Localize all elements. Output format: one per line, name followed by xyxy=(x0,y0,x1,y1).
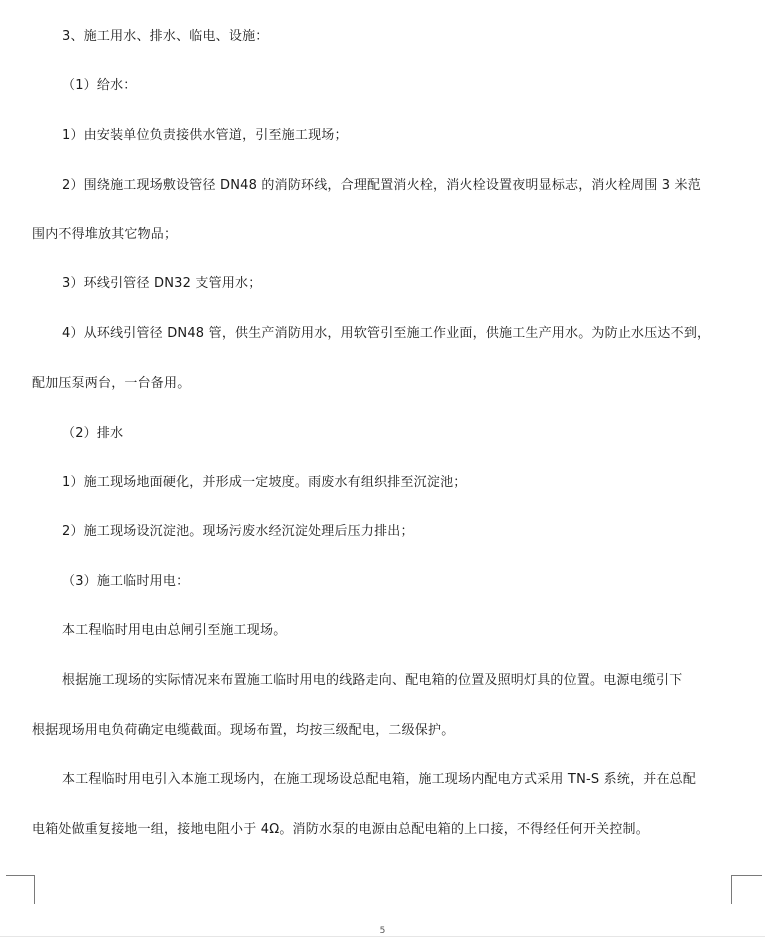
paragraph-line: 配加压泵两台，一台备用。 xyxy=(32,376,191,391)
heading-utilities: 3、施工用水、排水、临电、设施： xyxy=(62,29,269,44)
paragraph-line: 2）施工现场设沉淀池。现场污废水经沉淀处理后压力排出； xyxy=(62,524,414,539)
paragraph-line: 3）环线引管径 DN32 支管用水； xyxy=(62,276,262,291)
subheading-temporary-power: （3）施工临时用电： xyxy=(62,574,190,589)
page-corner-mark-left xyxy=(6,875,35,904)
paragraph-line: 2）围绕施工现场敷设管径 DN48 的消防环线，合理配置消火栓，消火栓设置夜明显标志，消火栓周围 3 米范 xyxy=(62,178,701,193)
paragraph-line: 4）从环线引管径 DN48 管，供生产消防用水，用软管引至施工作业面，供施工生产用水。为防止水压达不到， xyxy=(62,326,711,341)
page-number: 5 xyxy=(379,926,386,936)
paragraph-line: 1）由安装单位负责接供水管道，引至施工现场； xyxy=(62,128,348,143)
subheading-water-supply: （1）给水： xyxy=(62,78,137,93)
paragraph-line: 根据现场用电负荷确定电缆截面。现场布置，均按三级配电，二级保护。 xyxy=(32,723,455,738)
paragraph-line: 1）施工现场地面硬化，并形成一定坡度。雨废水有组织排至沉淀池； xyxy=(62,475,467,490)
paragraph-line: 围内不得堆放其它物品； xyxy=(32,227,178,242)
paragraph-line: 电箱处做重复接地一组，接地电阻小于 4Ω。消防水泵的电源由总配电箱的上口接，不得经任何开关控制。 xyxy=(32,822,649,837)
paragraph-line: 本工程临时用电引入本施工现场内，在施工现场设总配电箱，施工现场内配电方式采用 TN-S 系统，并在总配 xyxy=(62,772,697,787)
subheading-drainage: （2）排水 xyxy=(62,426,124,441)
paragraph-line: 根据施工现场的实际情况来布置施工临时用电的线路走向、配电箱的位置及照明灯具的位置。电源电缆引下 xyxy=(62,673,683,688)
page-corner-mark-right xyxy=(731,875,762,904)
paragraph-line: 本工程临时用电由总闸引至施工现场。 xyxy=(62,623,287,638)
